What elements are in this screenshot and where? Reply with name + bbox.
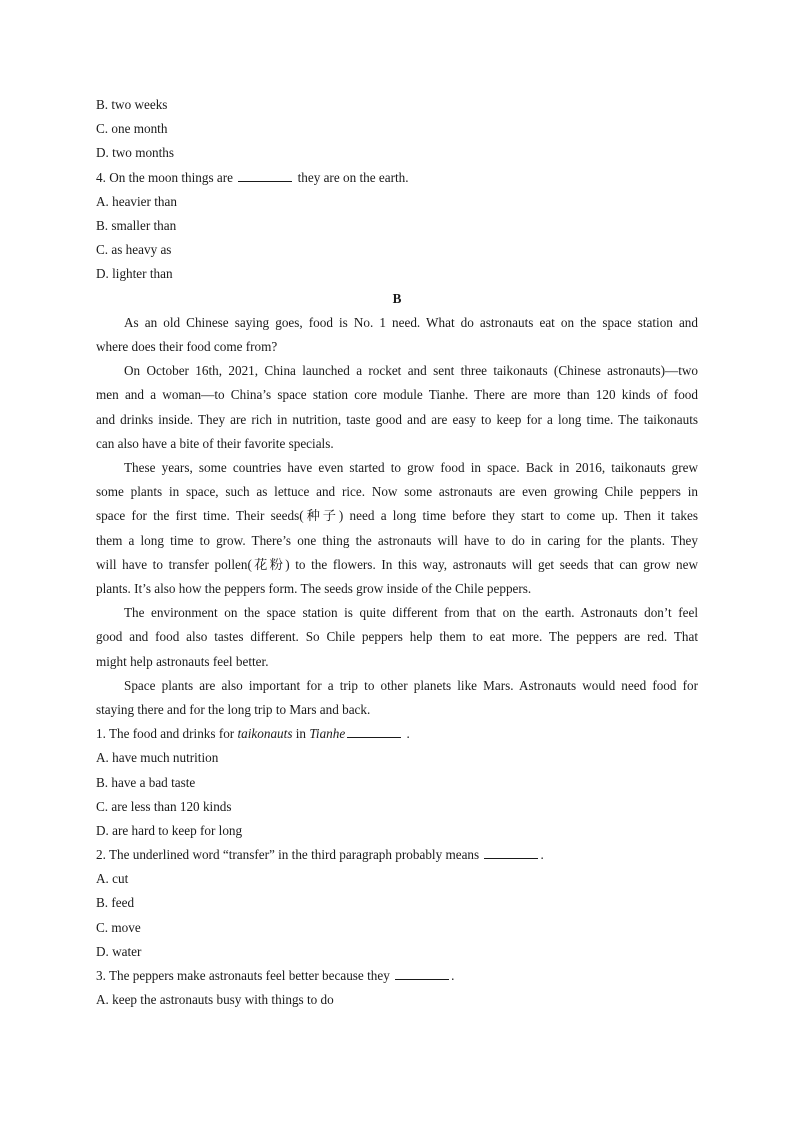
passage-paragraph: As an old Chinese saying goes, food is No. 1 need. What do astronauts eat on the space station and where does their food come from? bbox=[96, 314, 698, 354]
option-line: C. one month bbox=[96, 121, 168, 137]
option-line: C. as heavy as bbox=[96, 242, 172, 258]
option-line: D. two months bbox=[96, 145, 175, 161]
passage-paragraph: These years, some countries have even started to grow food in space. Back in 2016, taikonauts grew some plants in space, such as lettuce and rice. Now some astronauts are even growing Chile peppers in space for the first time. Their seeds(种子) need a long time before they start to come up. Then it takes them a long time to grow. There’s one thing the astronauts will have to do in caring for the plants. They will have to transfer pollen(花粉) to the flowers. In this way, astronauts will get seeds that can grow new plants. It’s also how the peppers form. The seeds grow inside of the Chile peppers. bbox=[96, 459, 698, 596]
section-heading: B bbox=[392, 290, 402, 306]
passage-paragraph: The environment on the space station is quite different from that on the earth. Astronauts don’t feel good and food also tastes different. So Chile peppers help them to eat more. The peppers are red. That might help astronauts feel better. bbox=[96, 605, 698, 669]
answer-blank bbox=[347, 723, 401, 738]
option-line: B. have a bad taste bbox=[96, 774, 196, 790]
option-line: B. smaller than bbox=[96, 217, 177, 233]
option-line: B. feed bbox=[96, 895, 135, 911]
option-line: A. keep the astronauts busy with things to do bbox=[96, 992, 334, 1008]
option-line: D. water bbox=[96, 943, 142, 959]
answer-blank bbox=[484, 844, 538, 859]
option-line: A. heavier than bbox=[96, 193, 177, 209]
passage-paragraph: On October 16th, 2021, China launched a rocket and sent three taikonauts (Chinese astronauts)—two men and a woman—to China’s space station core module Tianhe. There are more than 120 kinds of food and drinks inside. They are rich in nutrition, taste good and are easy to keep for a long time. The taikonauts can also have a bite of their favorite specials. bbox=[96, 363, 698, 451]
passage-paragraph: Space plants are also important for a trip to other planets like Mars. Astronauts would need food for staying there and for the long trip to Mars and back. bbox=[96, 677, 698, 717]
option-line: A. have much nutrition bbox=[96, 750, 219, 766]
option-line: D. are hard to keep for long bbox=[96, 822, 243, 838]
option-line: D. lighter than bbox=[96, 266, 173, 282]
question-3: 3. The peppers make astronauts feel better because they . bbox=[96, 964, 698, 988]
question-4: 4. On the moon things are they are on the earth. bbox=[96, 166, 698, 190]
option-line: B. two weeks bbox=[96, 97, 168, 112]
question-1: 1. The food and drinks for taikonauts in Tianhe . bbox=[96, 722, 698, 746]
question-2: 2. The underlined word “transfer” in the third paragraph probably means . bbox=[96, 843, 698, 867]
answer-blank bbox=[238, 167, 292, 182]
page-content bbox=[96, 93, 698, 1012]
option-line: A. cut bbox=[96, 871, 129, 887]
answer-blank bbox=[395, 965, 449, 980]
option-line: C. move bbox=[96, 919, 141, 935]
option-line: C. are less than 120 kinds bbox=[96, 798, 232, 814]
